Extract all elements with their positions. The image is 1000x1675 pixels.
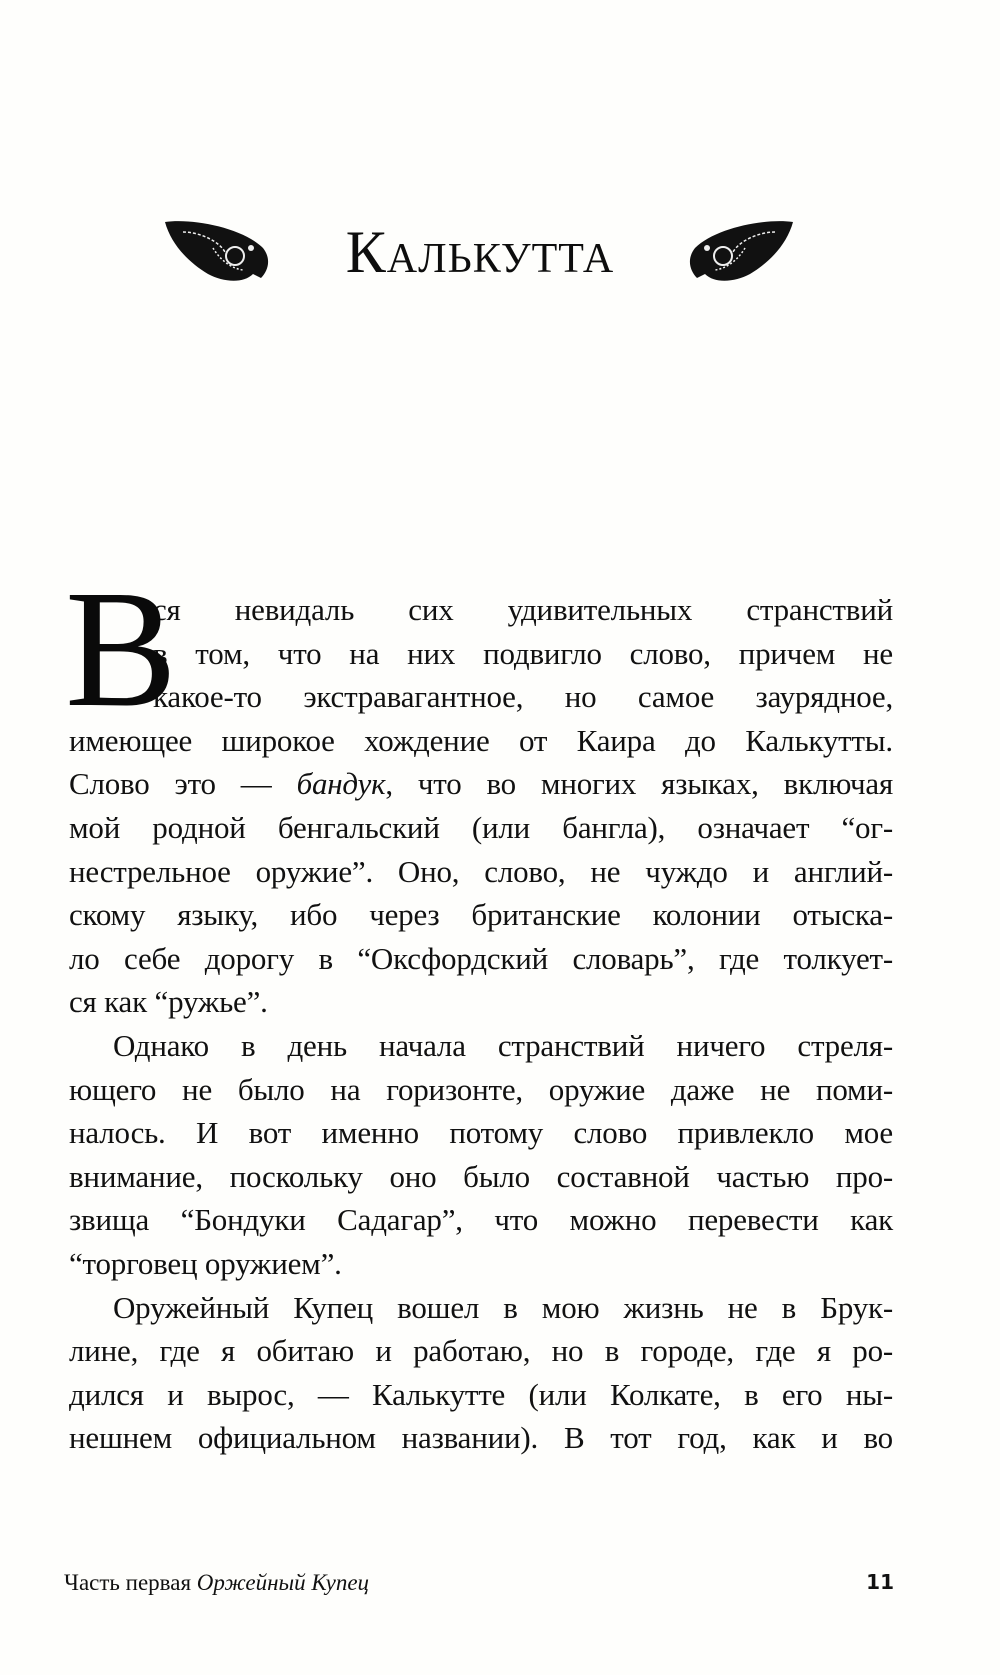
text-line: в том, что на них подвигло слово, причем не xyxy=(153,635,893,671)
footer-part: Часть первая xyxy=(64,1570,192,1595)
text-line: ся невидаль сих удивительных странствий xyxy=(153,592,893,627)
drop-cap: В xyxy=(65,556,178,742)
chapter-title: Калькутта xyxy=(345,219,615,285)
body-text xyxy=(65,556,894,1460)
text-line: ся как “ружье”. xyxy=(69,984,268,1020)
paragraph-2 xyxy=(69,1024,893,1286)
text-line: имеющее широкое хождение от Каира до Калькутты. xyxy=(69,722,893,758)
running-footer xyxy=(64,1570,894,1596)
text-line: Оружейный Купец вошел в мою жизнь не в Брук- xyxy=(113,1289,893,1325)
text-line: лине, где я обитаю и работаю, но в городе, где я ро- xyxy=(69,1333,893,1369)
text-line: дился и вырос, — Калькутте (или Колкате, в его ны- xyxy=(69,1376,893,1412)
text-line: внимание, поскольку оно было составной частью про- xyxy=(69,1158,893,1194)
leaf-ornament-icon xyxy=(685,218,795,284)
text-line: звища “Бондуки Садагар”, что можно перевести как xyxy=(69,1202,893,1238)
text-line xyxy=(69,762,893,806)
page-number: 11 xyxy=(866,1570,894,1594)
text-line: нешнем официальном названии). В тот год, как и во xyxy=(69,1420,893,1456)
text-line: скому языку, ибо через британские колонии отыска- xyxy=(69,897,893,933)
chapter-heading xyxy=(0,212,1000,292)
text-line: мой родной бенгальский (или бангла), означает “ог- xyxy=(69,809,893,845)
text-line: нестрельное оружие”. Оно, слово, не чуждо и англий- xyxy=(69,853,893,889)
paragraph-1 xyxy=(69,588,893,1024)
leaf-ornament-icon xyxy=(163,218,273,284)
paragraph-3 xyxy=(69,1286,893,1460)
text-segment: , что во многих языках, включая xyxy=(385,766,894,802)
text-line: ющего не было на горизонте, оружие даже не поми- xyxy=(69,1071,893,1107)
footer-book-title: Оржейный Купец xyxy=(196,1570,370,1595)
text-line: налось. И вот именно потому слово привлекло мое xyxy=(69,1115,893,1151)
text-segment: Слово это — xyxy=(69,766,297,802)
text-line: “торговец оружием”. xyxy=(69,1245,342,1281)
text-line: какое-то экстравагантное, но самое заурядное, xyxy=(153,679,893,715)
text-line: Однако в день начала странствий ничего стреля- xyxy=(113,1027,893,1063)
text-line: ло себе дорогу в “Оксфордский словарь”, где толкует- xyxy=(69,940,893,976)
italic-word: бандук xyxy=(296,766,386,802)
